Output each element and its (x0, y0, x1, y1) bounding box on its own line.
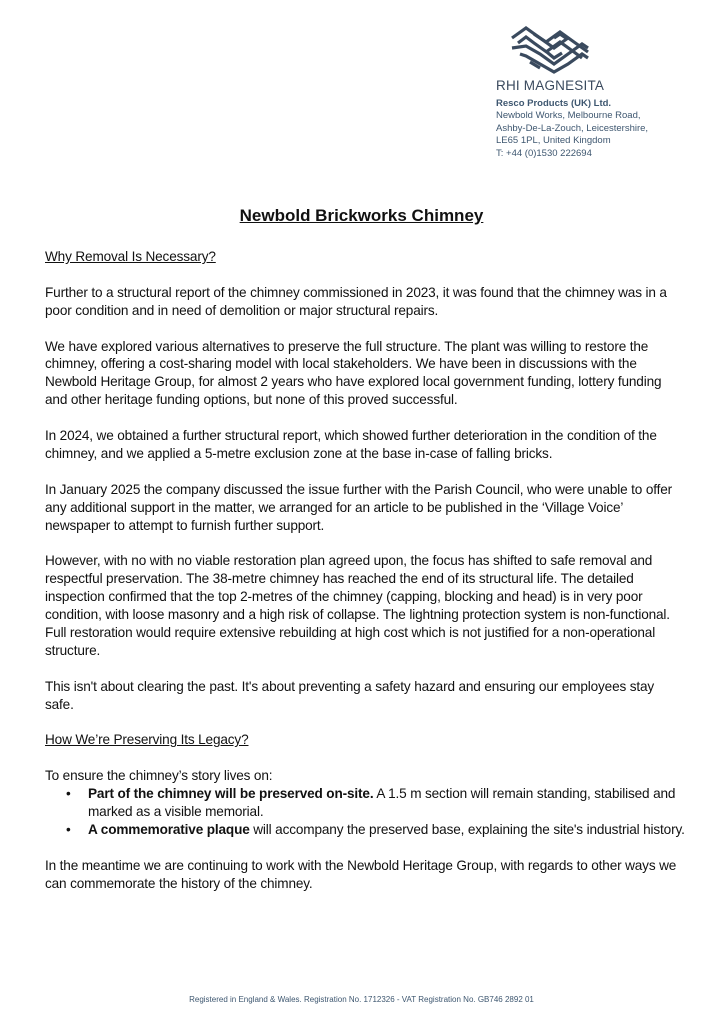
registration-footer: Registered in England & Wales. Registration No. 1712326 - VAT Registration No. GB746 2892 01 (189, 995, 534, 1004)
address-line: Ashby-De-La-Zouch, Leicestershire, (496, 122, 649, 134)
list-item (66, 821, 685, 839)
letterhead (496, 24, 716, 160)
list-item (66, 785, 685, 821)
bullet-icon: • (66, 786, 71, 802)
section-heading-legacy: How We’re Preserving Its Legacy? (45, 732, 249, 748)
list-item-bold: Part of the chimney will be preserved on-site. (88, 786, 374, 802)
list-item-text: A 1.5 m section will remain standing, stabilised and marked as a visible memorial. (88, 786, 676, 819)
paragraph: In January 2025 the company discussed the issue further with the Parish Council, who were unable to offer any additional support in the matter, we arranged for an article to be published in the ‘Village Voice’ newspaper to attempt to furnish further support. (45, 481, 673, 533)
legacy-intro: To ensure the chimney’s story lives on: (45, 768, 273, 784)
phone-number: T: +44 (0)1530 222694 (496, 147, 592, 159)
section-heading-why-removal: Why Removal Is Necessary? (45, 249, 216, 264)
address-line: LE65 1PL, United Kingdom (496, 135, 611, 146)
paragraph: However, with no with no viable restoration plan agreed upon, the focus has shifted to safe removal and respectful preservation. The 38-metre chimney has reached the end of its structural life. The detailed inspection confirmed that the top 2-metres of the chimney (capping, blocking and head) is in very poor condition, with loose masonry and a high risk of collapse. The lightning protection system is non-functional. Full restoration would require extensive rebuilding at high cost which is not justified for a non-operational structure. (45, 553, 670, 658)
closing-paragraph: In the meantime we are continuing to work with the Newbold Heritage Group, with regards to other ways we can commemorate the history of the chimney. (45, 857, 677, 891)
list-item-bold: A commemorative plaque (88, 821, 250, 837)
list-item-text: will accompany the preserved base, explaining the site's industrial history. (249, 821, 685, 837)
document-body (45, 248, 685, 910)
bullet-icon: • (66, 821, 71, 837)
paragraph: In 2024, we obtained a further structural report, which showed further deterioration in the condition of the chimney, and we applied a 5-metre exclusion zone at the base in-case of falling bricks. (45, 428, 657, 461)
brand-name: RHI MAGNESITA (496, 78, 605, 93)
address-line: Newbold Works, Melbourne Road, (496, 110, 641, 121)
paragraph: Further to a structural report of the chimney commissioned in 2023, it was found that the chimney was in a poor condition and in need of demolition or major structural repairs. (45, 284, 667, 318)
company-name: Resco Products (UK) Ltd. (496, 98, 612, 109)
legacy-list (45, 785, 685, 839)
rhi-magnesita-logo-icon (510, 24, 590, 74)
paragraph: This isn't about clearing the past. It's about preventing a safety hazard and ensuring our employees stay safe. (45, 678, 655, 712)
paragraph: We have explored various alternatives to preserve the full structure. The plant was willing to restore the chimney, offering a cost-sharing model with local stakeholders. We have been in discussions with the Newbold Heritage Group, for almost 2 years who have explored local government funding, lottery funding and other heritage funding options, but none of this proved successful. (45, 338, 662, 408)
document-title: Newbold Brickworks Chimney (239, 206, 484, 225)
